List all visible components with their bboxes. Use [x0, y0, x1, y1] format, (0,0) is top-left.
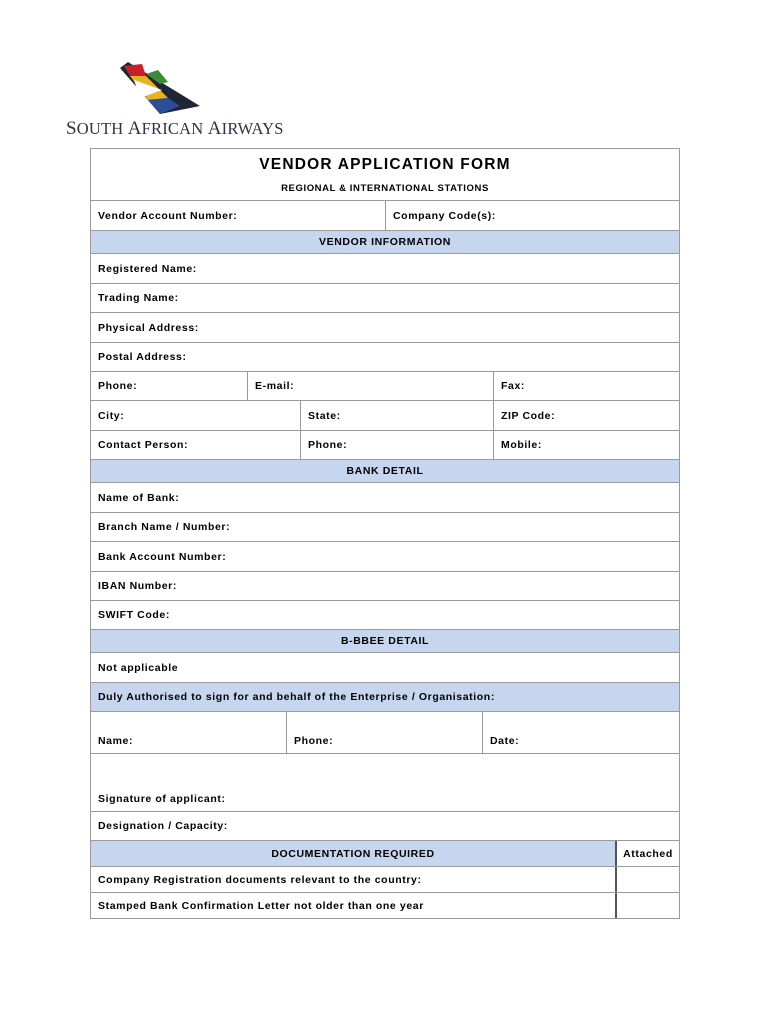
city-state-zip-row: [91, 401, 680, 431]
state-field[interactable]: State:: [301, 401, 494, 430]
bank-header-row: [91, 460, 680, 483]
physical-address-field[interactable]: Physical Address:: [91, 313, 680, 342]
mobile-field[interactable]: Mobile:: [494, 431, 680, 459]
logo-wordmark: SOUTH AFRICAN AIRWAYS: [66, 118, 284, 139]
duly-authorised-row: [91, 683, 680, 712]
postal-address-field[interactable]: Postal Address:: [91, 343, 680, 371]
designation-row: [91, 812, 680, 841]
doc-bank-letter-label: Stamped Bank Confirmation Letter not older than one year: [91, 893, 617, 918]
duly-authorised-label: Duly Authorised to sign for and behalf of the Enterprise / Organisation:: [91, 683, 680, 711]
attached-column-header: Attached: [617, 841, 680, 866]
form-title-row: [91, 149, 680, 201]
phone-email-fax-row: [91, 372, 680, 401]
contact-phone-field[interactable]: Phone:: [301, 431, 494, 459]
postal-address-row: [91, 343, 680, 372]
signature-field[interactable]: Signature of applicant:: [91, 754, 680, 811]
vendor-info-header-row: [91, 231, 680, 254]
designation-field[interactable]: Designation / Capacity:: [91, 812, 680, 840]
contact-person-field[interactable]: Contact Person:: [91, 431, 301, 459]
branch-field[interactable]: Branch Name / Number:: [91, 513, 680, 541]
branch-row: [91, 513, 680, 542]
email-field[interactable]: E-mail:: [248, 372, 494, 400]
physical-address-row: [91, 313, 680, 343]
not-applicable-field[interactable]: Not applicable: [91, 653, 680, 682]
bank-name-row: [91, 483, 680, 513]
city-field[interactable]: City:: [91, 401, 301, 430]
saa-logo: [66, 60, 284, 140]
contact-row: [91, 431, 680, 460]
bank-account-field[interactable]: Bank Account Number:: [91, 542, 680, 571]
phone-field[interactable]: Phone:: [91, 372, 248, 400]
doc-row-bank-letter: [91, 893, 680, 919]
section-header-documentation-required: DOCUMENTATION REQUIRED: [91, 841, 617, 866]
form-title-cell: [91, 149, 680, 200]
doc-company-registration-attached-checkbox[interactable]: [617, 867, 680, 892]
section-header-vendor-information: VENDOR INFORMATION: [91, 231, 680, 253]
documentation-header-row: [91, 841, 680, 867]
iban-row: [91, 572, 680, 601]
form-subtitle: REGIONAL & INTERNATIONAL STATIONS: [281, 182, 489, 194]
signatory-date-field[interactable]: Date:: [483, 712, 680, 753]
vendor-application-form: [90, 148, 680, 919]
account-row: [91, 201, 680, 231]
not-applicable-row: [91, 653, 680, 683]
swift-field[interactable]: SWIFT Code:: [91, 601, 680, 629]
trading-name-row: [91, 284, 680, 313]
company-code-field[interactable]: Company Code(s):: [386, 201, 680, 230]
doc-row-company-registration: [91, 867, 680, 893]
registered-name-field[interactable]: Registered Name:: [91, 254, 680, 283]
vendor-account-field[interactable]: Vendor Account Number:: [91, 201, 386, 230]
doc-company-registration-label: Company Registration documents relevant to the country:: [91, 867, 617, 892]
registered-name-row: [91, 254, 680, 284]
bbbee-header-row: [91, 630, 680, 653]
bank-name-field[interactable]: Name of Bank:: [91, 483, 680, 512]
signatory-phone-field[interactable]: Phone:: [287, 712, 483, 753]
trading-name-field[interactable]: Trading Name:: [91, 284, 680, 312]
zip-code-field[interactable]: ZIP Code:: [494, 401, 680, 430]
saa-tail-logo-icon: [118, 60, 208, 116]
section-header-bank-detail: BANK DETAIL: [91, 460, 680, 482]
signature-row: [91, 754, 680, 812]
fax-field[interactable]: Fax:: [494, 372, 680, 400]
section-header-bbbee-detail: B-BBEE DETAIL: [91, 630, 680, 652]
swift-row: [91, 601, 680, 630]
form-title: VENDOR APPLICATION FORM: [259, 155, 511, 173]
bank-account-row: [91, 542, 680, 572]
signatory-row: [91, 712, 680, 754]
iban-field[interactable]: IBAN Number:: [91, 572, 680, 600]
doc-bank-letter-attached-checkbox[interactable]: [617, 893, 680, 918]
signatory-name-field[interactable]: Name:: [91, 712, 287, 753]
